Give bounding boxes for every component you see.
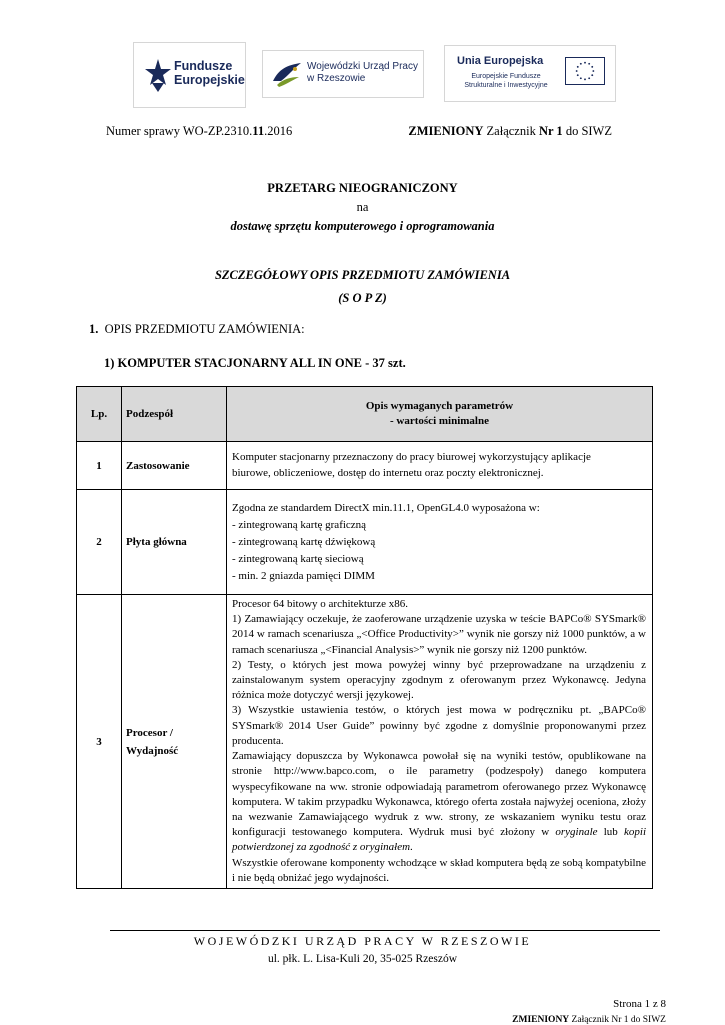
row-description: Procesor 64 bitowy o architekturze x86. 1) Zamawiający oczekuje, że zaoferowane urządzenie uzyska w teście BAPCo® SYSmark® 2014 w ramach scenariusza „<Office Productivity>” wynik nie gorszy niż 1000 punktów, a w ramach scenariusza „<Financial Analysis>” wynik nie gorszy niż 1200 punktów. 2) Testy, o których jest mowa powyżej winny być przeprowadzane na urządzeniu z zainstalowanym system operacyjny zgodnym z oferowanym przez Wykonawcę. Jedyna różnica może dotyczyć wersji językowej. 3) Wszystkie ustawienia testów, o których jest mowa w podręczniku pt. „BAPCo® SYSmark® 2014 User Guide” powinny być zgodne z domyślnie proponowanymi przez producenta. Zamawiający dopuszcza by Wykonawca powołał się na wyniki testów, opublikowane na stronie http://www.bapco.com, o ile parametry (podzespoły) danego komputera wyspecyfikowane na ww. stronie odpowiadają parametrom oferowanego przez Wykonawcę komputera. W takim przypadku Wykonawca, którego oferta została najwyżej oceniona, złoży na wezwanie Zamawiającego wydruk z ww. strony, ze wskazaniem wyniku testu oraz konfiguracji testowanego komputera. Wydruk musi być złożony w oryginale lub kopii potwierdzonej za zgodność z oryginałem. Wszystkie oferowane komponenty wchodzące w skład komputera będą ze sobą kompatybilne i nie będą obniżać jego wydajności.	[227, 595, 653, 889]
ue-logo-subtitle: Europejskie Fundusze Strukturalne i Inwestycyjne	[464, 73, 548, 89]
spec-table	[76, 386, 653, 889]
fe-star-icon	[144, 57, 172, 93]
row-component: Zastosowanie	[122, 442, 227, 490]
page-number: Strona 1 z 8	[613, 998, 666, 1010]
header-opis: Opis wymaganych parametrów - wartości minimalne	[227, 387, 653, 442]
footer-organization: WOJEWÓDZKI URZĄD PRACY W RZESZOWIE	[193, 934, 532, 948]
item-heading: 1) KOMPUTER STACJONARNY ALL IN ONE - 37 szt.	[104, 356, 406, 370]
fe-logo-text: Fundusze Europejskie	[174, 59, 245, 87]
tender-na: na	[356, 200, 369, 214]
header-podzespol: Podzespół	[122, 387, 227, 442]
footer-address: ul. płk. L. Lisa-Kuli 20, 35-025 Rzeszów	[267, 953, 458, 965]
attachment-label: ZMIENIONY Załącznik Nr 1 do SIWZ	[408, 124, 612, 138]
footer-divider	[110, 930, 660, 931]
table-header-row	[77, 387, 653, 442]
table-row	[77, 490, 653, 595]
footer-attachment-label: ZMIENIONY Załącznik Nr 1 do SIWZ	[512, 1015, 666, 1025]
wup-emblem-icon	[271, 59, 303, 89]
tender-subject: dostawę sprzętu komputerowego i oprogramowania	[230, 219, 495, 233]
table-row	[77, 442, 653, 490]
sopz-abbr: (S O P Z)	[338, 291, 387, 305]
header-lp: Lp.	[77, 387, 122, 442]
wup-logo-text: Wojewódzki Urząd Pracy w Rzeszowie	[307, 61, 418, 84]
row-lp: 2	[77, 490, 122, 595]
unia-europejska-logo	[444, 45, 616, 102]
section-heading: 1. OPIS PRZEDMIOTU ZAMÓWIENIA:	[89, 322, 305, 336]
eu-flag-icon	[565, 57, 605, 85]
sopz-title: SZCZEGÓŁOWY OPIS PRZEDMIOTU ZAMÓWIENIA	[214, 268, 511, 282]
row-lp: 1	[77, 442, 122, 490]
row-description: Komputer stacjonarny przeznaczony do pracy biurowej wykorzystujący aplikacje biurowe, obliczeniowe, dostęp do internetu oraz poczty elektronicznej.	[227, 442, 653, 490]
tender-type: PRZETARG NIEOGRANICZONY	[267, 181, 458, 195]
row-description: Zgodna ze standardem DirectX min.11.1, OpenGL4.0 wyposażona w: - zintegrowaną kartę graficzną - zintegrowaną kartę dźwiękową - zintegrowaną kartę sieciową - min. 2 gniazda pamięci DIMM	[227, 490, 653, 595]
row-lp: 3	[77, 595, 122, 889]
table-row	[77, 595, 653, 889]
row-component: Procesor / Wydajność	[122, 595, 227, 889]
fundusze-europejskie-logo	[133, 42, 246, 108]
row-component: Płyta główna	[122, 490, 227, 595]
ue-logo-title: Unia Europejska	[457, 55, 544, 67]
wup-rzeszow-logo	[262, 50, 424, 98]
case-number: Numer sprawy WO-ZP.2310.11.2016	[106, 124, 293, 138]
